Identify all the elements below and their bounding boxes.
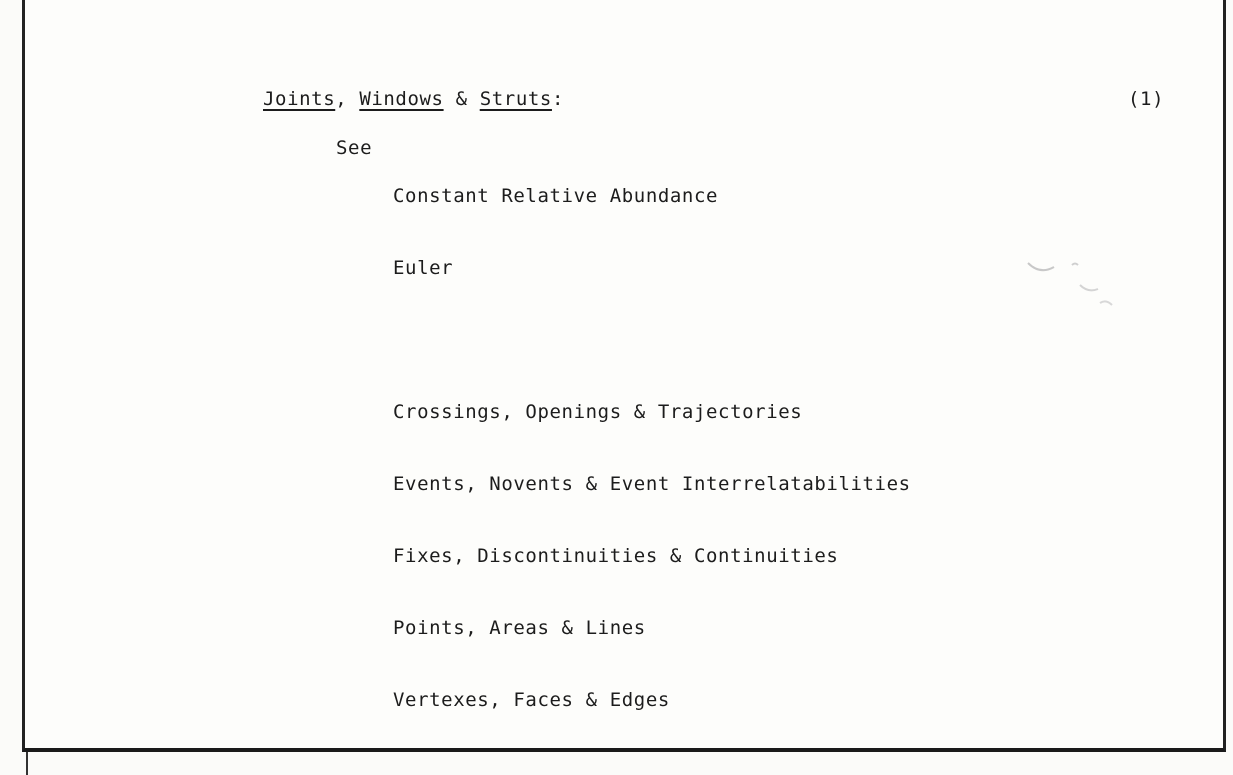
- reference-item: Points, Areas & Lines: [393, 617, 646, 639]
- reference-spacer: [393, 328, 911, 352]
- reference-item: Events, Novents & Event Interrelatabilities: [393, 473, 911, 495]
- reference-item: Vertexes, Faces & Edges: [393, 689, 670, 711]
- reference-item: Constant Relative Abundance: [393, 185, 719, 207]
- card-number: (1): [1128, 88, 1165, 110]
- reference-item: Euler: [393, 257, 454, 279]
- heading-term-windows: Windows: [359, 88, 444, 110]
- heading-separator: ,: [335, 88, 360, 110]
- reference-item: Fixes, Discontinuities & Continuities: [393, 545, 839, 567]
- heading-term-joints: Joints: [263, 88, 336, 110]
- reference-item: Crossings, Openings & Trajectories: [393, 401, 803, 423]
- heading-separator: &: [443, 88, 480, 110]
- card-heading: [263, 87, 564, 111]
- heading-term-struts: Struts: [479, 88, 552, 110]
- reference-list: [393, 136, 911, 760]
- heading-colon: :: [551, 88, 564, 110]
- see-label: See: [336, 137, 373, 159]
